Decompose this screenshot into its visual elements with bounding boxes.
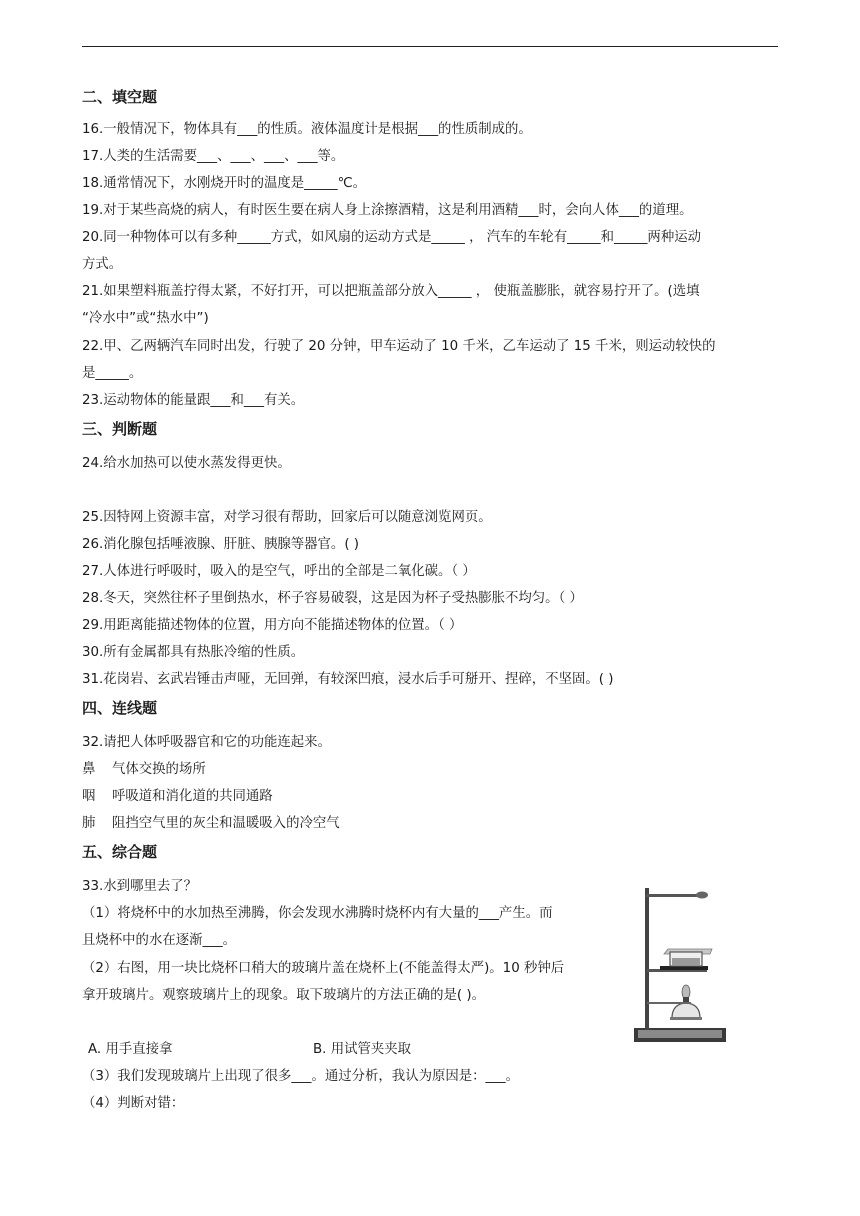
question-28: 28.冬天，突然往杯子里倒热水，杯子容易破裂，这是因为杯子受热膨胀不均匀。（ ） [82,591,583,606]
question-29: 29.用距离能描述物体的位置，用方向不能描述物体的位置。（ ） [82,618,463,633]
section-title-fill-in: 二、填空题 [82,88,158,106]
option-a: A. 用手直接拿 [88,1042,173,1057]
iron-stand-beaker-icon [632,882,728,1044]
function-label: 阻挡空气里的灰尘和温暖吸入的冷空气 [112,816,340,831]
section-title-matching: 四、连线题 [82,699,158,717]
section-title-comprehensive: 五、综合题 [82,843,158,861]
question-16: 16.一般情况下，物体具有___的性质。液体温度计是根据___的性质制成的。 [82,122,532,137]
question-25: 25.因特网上资源丰富，对学习很有帮助，回家后可以随意浏览网页。 [82,510,492,525]
question-19: 19.对于某些高烧的病人，有时医生要在病人身上涂擦酒精，这是利用酒精___时，会向人体___的道理。 [82,203,693,218]
question-23: 23.运动物体的能量跟___和___有关。 [82,393,305,408]
question-31: 31.花岗岩、玄武岩锤击声哑，无回弹，有较深凹痕，浸水后手可掰开、捏碎，不坚固。( ) [82,672,614,687]
question-21-continued: “冷水中”或“热水中”) [82,311,209,326]
organ-label: 鼻 [82,762,96,777]
question-33-part-2: （2）右图，用一块比烧杯口稍大的玻璃片盖在烧杯上(不能盖得太严)。10 秒钟后 [82,961,565,976]
option-b: B. 用试管夹夹取 [313,1042,412,1057]
match-row [82,761,206,779]
question-33-part-1: （1）将烧杯中的水加热至沸腾，你会发现水沸腾时烧杯内有大量的___产生。而 [82,906,553,921]
match-row [82,788,273,806]
question-33-part-4: （4）判断对错： [82,1096,185,1111]
question-18: 18.通常情况下，水刚烧开时的温度是_____℃。 [82,176,367,191]
header-rule [82,46,778,47]
organ-label: 肺 [82,816,96,831]
function-label: 气体交换的场所 [112,762,206,777]
question-26: 26.消化腺包括唾液腺、肝脏、胰腺等器官。( ) [82,537,360,552]
question-22: 22.甲、乙两辆汽车同时出发，行驶了 20 分钟，甲车运动了 10 千米，乙车运动了 15 千米，则运动较快的 [82,339,716,354]
question-33: 33.水到哪里去了？ [82,879,198,894]
match-row [82,815,340,833]
question-20-continued: 方式。 [82,257,123,272]
question-33-part-1-continued: 且烧杯中的水在逐渐___。 [82,933,236,948]
question-21: 21.如果塑料瓶盖拧得太紧，不好打开，可以把瓶盖部分放入_____ ， 使瓶盖膨胀，就容易拧开了。(选填 [82,284,700,299]
function-label: 呼吸道和消化道的共同通路 [112,789,273,804]
question-33-part-3: （3）我们发现玻璃片上出现了很多___。通过分析，我认为原因是：___。 [82,1069,520,1084]
question-20: 20.同一种物体可以有多种_____方式，如风扇的运动方式是_____ ， 汽车的车轮有_____和_____两种运动 [82,230,701,245]
organ-label: 咽 [82,789,96,804]
question-30: 30.所有金属都具有热胀冷缩的性质。 [82,645,305,660]
question-27: 27.人体进行呼吸时，吸入的是空气，呼出的全部是二氧化碳。（ ） [82,564,476,579]
question-17: 17.人类的生活需要___、___、___、___等。 [82,149,345,164]
question-32: 32.请把人体呼吸器官和它的功能连起来。 [82,735,331,750]
question-24: 24.给水加热可以使水蒸发得更快。 [82,456,291,471]
question-22-continued: 是_____。 [82,366,143,381]
section-title-true-false: 三、判断题 [82,420,158,438]
question-33-part-2-continued: 拿开玻璃片。观察玻璃片上的现象。取下玻璃片的方法正确的是( )。 [82,988,486,1003]
